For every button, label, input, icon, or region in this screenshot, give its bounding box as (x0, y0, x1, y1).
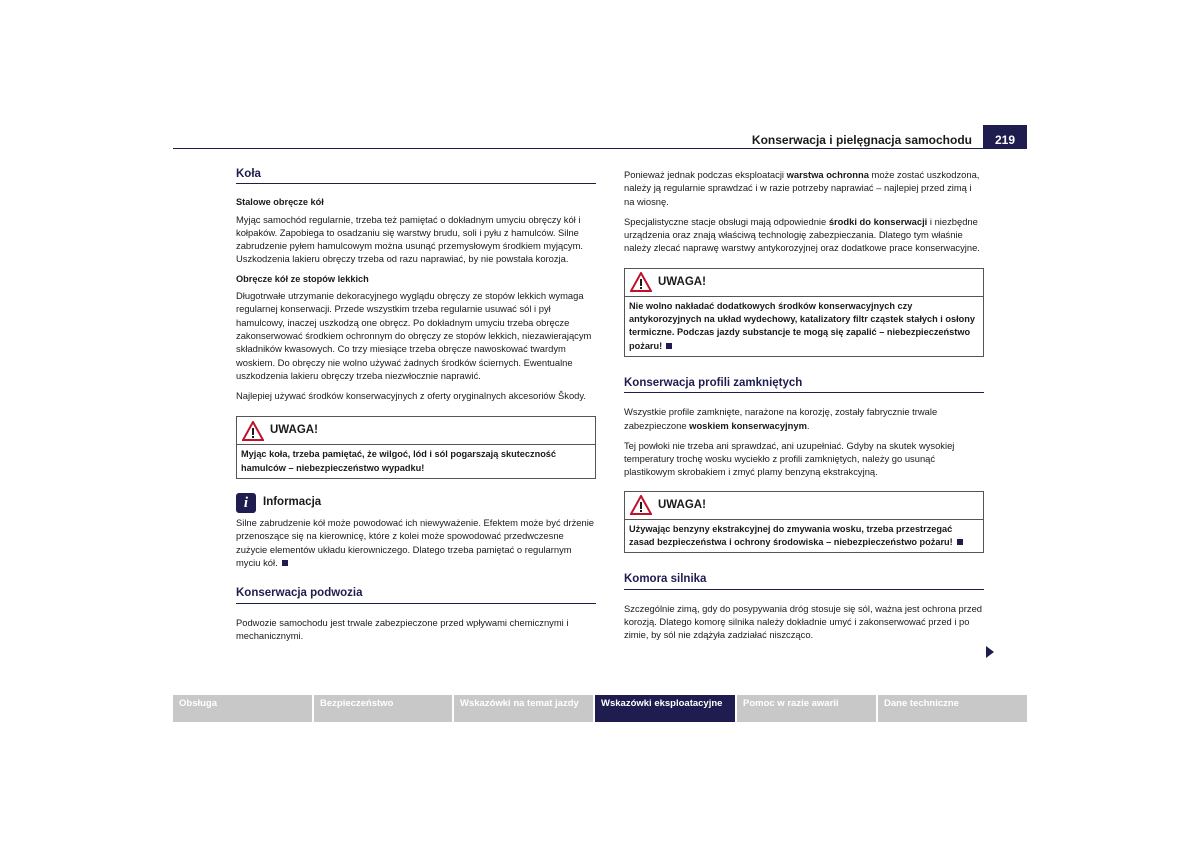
bold-term-wosk: woskiem konserwacyjnym (689, 419, 807, 431)
bold-term-warstwa: warstwa ochronna (786, 169, 869, 180)
chapter-nav-bar (173, 695, 1027, 722)
warning-text: Nie wolno nakładać dodatkowych środków konserwacyjnych czy antykorozyjnych na układ wydechowy, katalizatory filtr cząstek stałych i osłony termiczne. Podczas jazdy substancje te mogą się zapalić – niebezpieczeństwo pożaru! (629, 300, 976, 351)
info-paragraph (236, 516, 596, 569)
paragraph-komora: Szczególnie zimą, gdy do posypywania dróg stosuje się sól, ważna jest ochrona przed korozją. Dlatego komorę silnika należy dokładnie umyć i zakonserwować przed i po zimie, by sól nie zdążyła zadziałać niszcząco. (624, 602, 983, 641)
paragraph-profile-2: Tej powłoki nie trzeba ani sprawdzać, ani uzupełniać. Gdyby na skutek wysokiej temperatury trochę wosku wyciekło z profili zamkniętych, należy go usunąć plastikowym skrobakiem i zmyć plamy benzyną ekstrakcyjną. (624, 439, 955, 478)
warning-box-benzyna (624, 491, 984, 554)
nav-tab-bezpieczenstwo[interactable]: Bezpieczeństwo (314, 695, 452, 722)
paragraph-stacje (624, 215, 984, 255)
subheading-lekkie: Obręcze kół ze stopów lekkich (236, 273, 369, 284)
warning-paragraph (625, 297, 983, 356)
page-number: 219 (983, 125, 1027, 149)
section-heading-podwozie: Konserwacja podwozia (236, 587, 596, 603)
warning-triangle-icon (630, 272, 652, 292)
right-column (624, 168, 984, 649)
header-rule (173, 148, 1027, 149)
paragraph-lekkie: Długotrwałe utrzymanie dekoracyjnego wyglądu obręczy ze stopów lekkich wymaga regularnej konserwacji. Przede wszystkim trzeba regularnie usuwać sól i pył hamulcowy, inaczej uszkodzą one obręcz. Po dokładnym umyciu trzeba obręcze zakonserwować środkiem ochronnym do obręczy ze stopów lekkich, niezawierającym składników kwasowych. Co trzy miesiące trzeba obręcze nawoskować twardym woskiem. Do obręczy nie wolno używać żadnych środków ściernych. Ewentualne uszkodzenia lakieru obręczy trzeba niezwłocznie naprawić. (236, 290, 592, 381)
nav-tab-dane-techniczne[interactable]: Dane techniczne (878, 695, 1027, 722)
info-text: Silne zabrudzenie kół może powodować ich niewyważenie. Efektem może być drżenie przenoszące się na kierownicę, które z kolei może spowodować przedwczesne zużycie elementów układu kierowniczego. Dlatego trzeba pamiętać o regularnym myciu kół. (236, 517, 594, 568)
text-run: . (806, 419, 810, 431)
warning-triangle-icon (630, 495, 652, 515)
left-column (236, 168, 596, 649)
warning-paragraph (625, 520, 983, 553)
warning-title: UWAGA! (270, 424, 318, 437)
nav-tab-obsluga[interactable]: Obsługa (173, 695, 312, 722)
warning-header (625, 269, 983, 297)
paragraph-profile-1 (624, 405, 984, 432)
section-heading-profile: Konserwacja profili zamkniętych (624, 377, 984, 393)
info-title: Informacja (263, 496, 322, 509)
nav-tab-wskazowki-eksploatacyjne[interactable]: Wskazówki eksploatacyjne (595, 695, 735, 722)
warning-box-kola (236, 416, 596, 479)
paragraph-stalowe: Myjąc samochód regularnie, trzeba też pamiętać o dokładnym umyciu obręczy kół i kołpaków. Zapobiega to osadzaniu się warstwy brudu, soli i pyłu z hamulców. Silne zabrudzenie pyłem hamulcowym można usunąć przemysłowym środkiem myjącym. Uszkodzenia lakieru obręczy trzeba od razu naprawiać, by nie powstała korozja. (236, 213, 583, 265)
paragraph-akcesoria: Najlepiej używać środków konserwacyjnych z oferty oryginalnych akcesoriów Škody. (236, 390, 586, 402)
text-run: Specjalistyczne stacje obsługi mają odpowiednie (624, 215, 829, 227)
text-run: Wszystkie profile zamknięte, narażone na korozję, zostały fabrycznie trwale zabezpieczone (624, 406, 938, 431)
next-page-arrow-icon[interactable] (986, 646, 994, 658)
running-header-title: Konserwacja i pielęgnacja samochodu (751, 133, 972, 147)
section-heading-komora: Komora silnika (624, 573, 984, 589)
warning-text: Myjąc koła, trzeba pamiętać, że wilgoć, lód i sól pogarszają skuteczność hamulców – niebezpieczeństwo wypadku! (241, 449, 557, 473)
section-heading-kola: Koła (236, 168, 596, 184)
warning-title: UWAGA! (658, 275, 706, 288)
nav-tab-wskazowki-jazdy[interactable]: Wskazówki na temat jazdy (454, 695, 593, 722)
warning-header (625, 492, 983, 520)
warning-title: UWAGA! (658, 498, 706, 511)
end-of-section-icon (957, 539, 963, 545)
bold-term-srodki: środki do konserwacji (828, 215, 928, 227)
warning-text: Używając benzyny ekstrakcyjnej do zmywania wosku, trzeba przestrzegać zasad bezpieczeństwa i ochrony środowiska – niebezpieczeństwo pożaru! (629, 523, 953, 548)
end-of-section-icon (666, 343, 672, 349)
warning-triangle-icon (242, 421, 264, 441)
paragraph-podwozie: Podwozie samochodu jest trwale zabezpieczone przed wpływami chemicznymi i mechanicznymi. (236, 616, 569, 641)
nav-tab-pomoc[interactable]: Pomoc w razie awarii (737, 695, 876, 722)
end-of-section-icon (282, 560, 288, 566)
text-run: może zostać uszkodzona, należy ją regularnie sprawdzać i w razie potrzeby naprawiać – najlepiej przed zimą i na wiosnę. (624, 169, 980, 207)
text-run: Ponieważ jednak podczas eksploatacji (624, 169, 787, 180)
warning-header (237, 417, 595, 445)
warning-box-antykorozja (624, 268, 984, 357)
subheading-stalowe: Stalowe obręcze kół (236, 197, 324, 208)
info-icon: i (236, 493, 256, 513)
text-run: i niezbędne urządzenia oraz znają właściwą technologię zabezpieczania. Dlatego tym właśnie należy zlecać naprawę warstwy antykorozyjnej oraz dodatkowe prace konserwacyjne. (624, 215, 980, 254)
paragraph-warstwa (624, 168, 984, 208)
info-header (236, 493, 596, 513)
